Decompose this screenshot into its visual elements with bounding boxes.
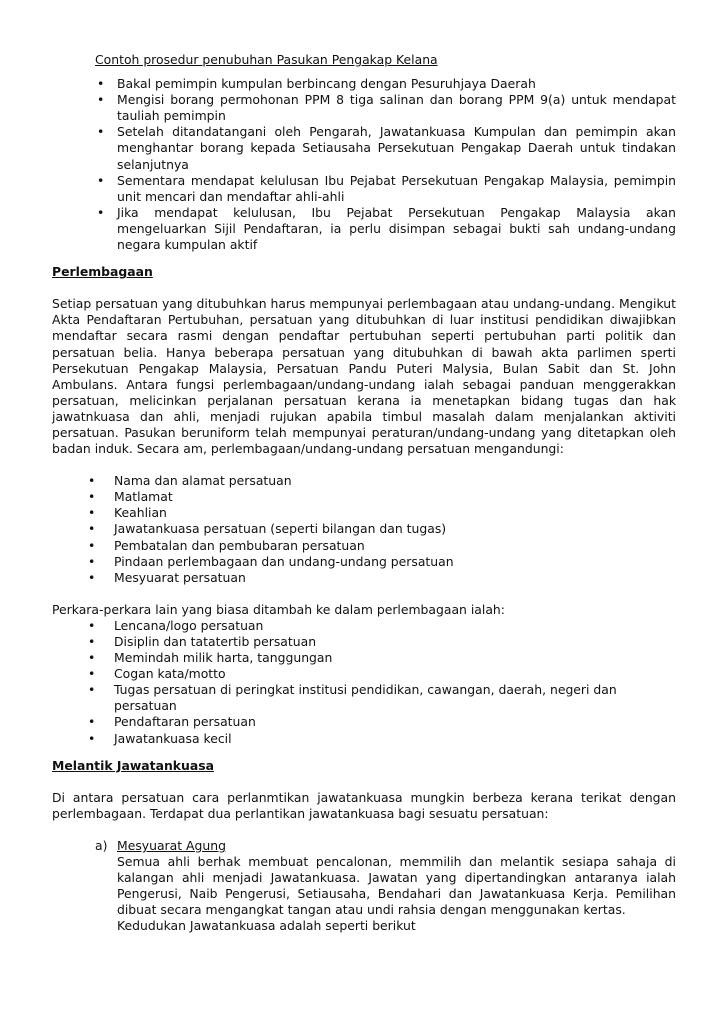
list-item: • Jika mendapat kelulusan, Ibu Pejabat Persekutuan Pengakap Malaysia akan mengeluarkan Sijil Pendaftaran, ia perlu disimpan sebagai bukti sah undang-undang negara kumpulan aktif [95,205,676,253]
list-item: • Sementara mendapat kelulusan Ibu Pejabat Persekutuan Pengakap Malaysia, pemimpin unit mencari dan mendaftar ahli-ahli [95,173,676,205]
list-item: • Bakal pemimpin kumpulan berbincang dengan Pesuruhjaya Daerah [95,76,676,92]
list-item: • Cogan kata/motto [88,666,676,682]
perlembagaan-list [88,473,676,586]
section-heading-perlembagaan: Perlembagaan [52,264,153,280]
document-page [52,52,676,935]
intro-list [95,76,676,253]
list-item: • Pembatalan dan pembubaran persatuan [88,538,676,554]
list-item: • Pindaan perlembagaan dan undang-undang persatuan [88,554,676,570]
other-items-list [88,618,676,747]
appointment-item-body: Semua ahli berhak membuat pencalonan, memmilih dan melantik sesiapa sahaja di kalangan ahli menjadi Jawatankuasa. Jawatan yang dipertandingkan antaranya ialah Pengerusi, Naib Pengerusi, Setiausaha, Bendahari dan Jawatankuasa Kerja. Pemilihan dibuat secara mengangkat tangan atau undi rahsia dengan menggunakan kertas. [117,854,676,918]
list-item: • Tugas persatuan di peringkat institusi pendidikan, cawangan, daerah, negeri dan persatuan [88,682,676,714]
list-item: • Mengisi borang permohonan PPM 8 tiga salinan dan borang PPM 9(a) untuk mendapat tauliah pemimpin [95,92,676,124]
perlembagaan-paragraph: Setiap persatuan yang ditubuhkan harus mempunyai perlembagaan atau undang-undang. Mengikut Akta Pendaftaran Pertubuhan, persatuan yang ditubuhkan di luar institusi pendidikan diwajibkan mendaftar secara rasmi dengan pendaftar pertubuhan seperti pertubuhan parti politik dan persatuan belia. Hanya beberapa persatuan yang ditubuhkan di bawah akta parlimen sperti Persekutuan Pengakap Malaysia, Persatuan Pandu Puteri Malysia, Bulan Sabit dan St. John Ambulans. Antara fungsi perlembagaan/undang-undang ialah sebagai panduan menggerakkan persatuan, melicinkan perjalanan persatuan kerana ia menetapkan bidang tugas dan hak jawatnkuasa dan ahli, menjadi rujukan apabila timbul masalah dalam menjalankan aktiviti persatuan. Pasukan beruniform telah mempunyai peraturan/undang-undang yang ditetapkan oleh badan induk. Secara am, perlembagaan/undang-undang persatuan mengandungi: [52,296,676,457]
list-item: • Setelah ditandatangani oleh Pengarah, Jawatankuasa Kumpulan dan pemimpin akan menghantar borang kepada Setiausaha Persekutuan Pengakap Daerah untuk tindakan selanjutnya [95,124,676,172]
list-item: • Jawatankuasa persatuan (seperti bilangan dan tugas) [88,521,676,537]
intro-title: Contoh prosedur penubuhan Pasukan Pengakap Kelana [95,52,438,67]
list-item: • Disiplin dan tatatertib persatuan [88,634,676,650]
appointment-list [95,838,676,935]
list-item: • Keahlian [88,505,676,521]
appointment-item-note: Kedudukan Jawatankuasa adalah seperti berikut [117,918,416,934]
list-item: • Mesyuarat persatuan [88,570,676,586]
list-item: • Matlamat [88,489,676,505]
list-item: • Memindah milik harta, tanggungan [88,650,676,666]
appointment-item-a [95,838,676,935]
list-item: • Nama dan alamat persatuan [88,473,676,489]
list-item: • Lencana/logo persatuan [88,618,676,634]
list-item: • Jawatankuasa kecil [88,731,676,747]
list-marker: a) [95,837,108,853]
melantik-paragraph: Di antara persatuan cara perlanmtikan jawatankuasa mungkin berbeza kerana terikat dengan perlembagaan. Terdapat dua perlantikan jawatankuasa bagi sesuatu persatuan: [52,789,676,821]
appointment-item-title: Mesyuarat Agung [117,837,226,853]
section-heading-melantik: Melantik Jawatankuasa [52,757,214,773]
list-item: • Pendaftaran persatuan [88,714,676,730]
other-items-intro: Perkara-perkara lain yang biasa ditambah ke dalam perlembagaan ialah: [52,601,505,617]
